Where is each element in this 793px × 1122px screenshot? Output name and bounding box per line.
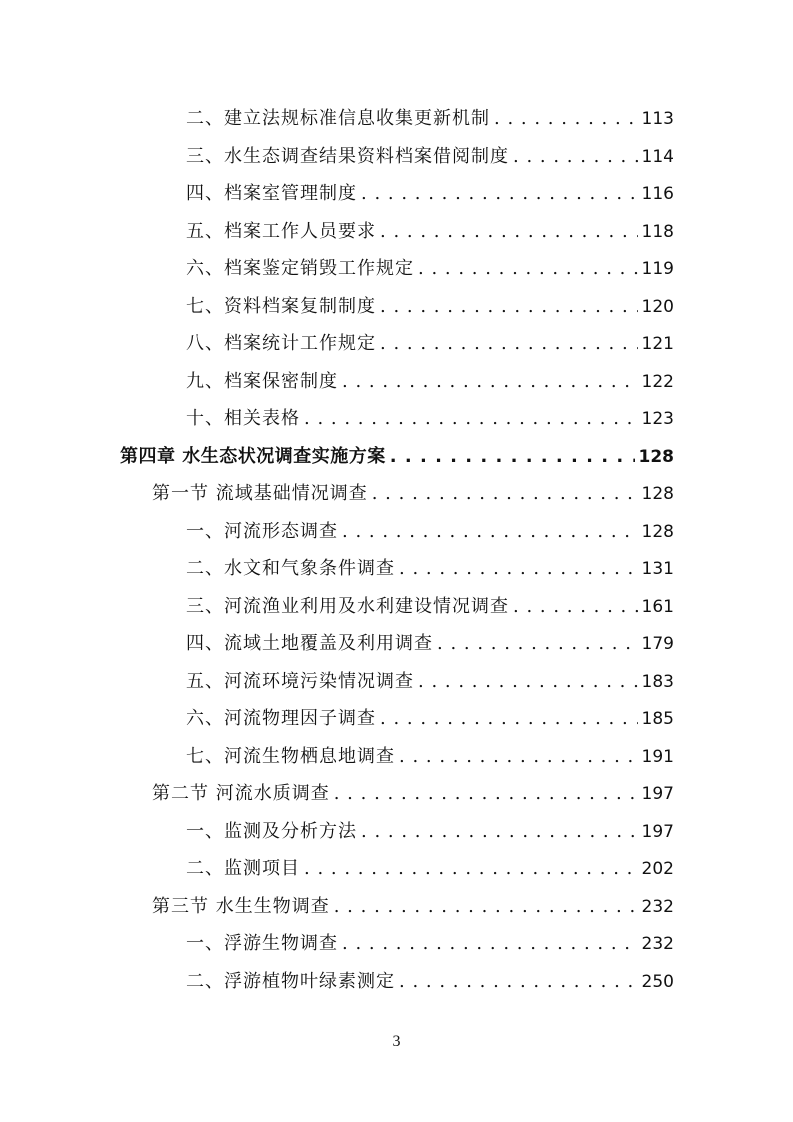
toc-section-row (152, 781, 674, 807)
toc-entry-page: 161 (641, 596, 674, 617)
toc-item-row (186, 744, 674, 770)
toc-entry-page: 179 (641, 634, 674, 654)
dot-leader (342, 369, 638, 395)
toc-entry-page: 128 (641, 484, 674, 504)
toc-entry-page: 183 (641, 671, 674, 692)
dot-leader (380, 706, 638, 732)
dot-leader (361, 819, 638, 845)
toc-item-row (186, 294, 674, 320)
toc-item-row (186, 931, 674, 957)
dot-leader (342, 519, 638, 545)
toc-entry-title: 第一节 流域基础情况调查 (152, 483, 368, 504)
toc-entry-page: 232 (641, 934, 674, 954)
toc-entry-page: 185 (641, 709, 674, 729)
toc-section-row (152, 481, 674, 507)
toc-entry-page: 114 (641, 146, 674, 167)
dot-leader (304, 406, 638, 432)
dot-leader (390, 444, 635, 470)
dot-leader (418, 669, 638, 695)
dot-leader (372, 481, 638, 507)
toc-entry-title: 一、监测及分析方法 (186, 820, 357, 842)
toc-entry-page: 113 (641, 109, 674, 129)
toc-entry-page: 232 (641, 896, 674, 917)
toc-item-row (186, 594, 674, 620)
toc-entry-title: 十、相关表格 (186, 408, 300, 429)
toc-entry-page: 131 (641, 559, 674, 579)
toc-item-row (186, 331, 674, 357)
dot-leader (380, 294, 638, 320)
toc-entry-title: 七、资料档案复制制度 (186, 295, 376, 317)
dot-leader (380, 219, 638, 245)
toc-item-row (186, 631, 674, 657)
toc-entry-title: 一、河流形态调查 (186, 520, 338, 542)
toc-entry-title: 第二节 河流水质调查 (152, 783, 330, 804)
toc-entry-title: 二、监测项目 (186, 858, 300, 879)
toc-entry-page: 120 (641, 296, 674, 317)
toc-entry-title: 二、水文和气象条件调查 (186, 558, 395, 579)
toc-entry-title: 第四章 水生态状况调查实施方案 (120, 445, 386, 467)
dot-leader (334, 894, 638, 920)
dot-leader (399, 556, 638, 582)
toc-entry-page: 116 (641, 184, 674, 204)
toc-item-row (186, 256, 674, 282)
toc-entry-page: 250 (641, 971, 674, 992)
toc-entry-title: 四、档案室管理制度 (186, 183, 357, 204)
toc-item-row (186, 969, 674, 995)
toc-entry-title: 五、档案工作人员要求 (186, 220, 376, 242)
dot-leader (361, 181, 638, 207)
toc-item-row (186, 856, 674, 882)
dot-leader (399, 969, 638, 995)
toc-entry-title: 三、水生态调查结果资料档案借阅制度 (186, 145, 509, 167)
toc-entry-title: 七、河流生物栖息地调查 (186, 745, 395, 767)
toc-item-row (186, 219, 674, 245)
toc-item-row (186, 369, 674, 395)
toc-section-row (152, 894, 674, 920)
toc-entry-title: 第三节 水生生物调查 (152, 895, 330, 917)
toc-entry-title: 三、河流渔业利用及水利建设情况调查 (186, 595, 509, 617)
toc-item-row (186, 819, 674, 845)
toc-item-row (186, 106, 674, 132)
toc-entry-title: 六、档案鉴定销毁工作规定 (186, 258, 414, 279)
toc-item-row (186, 144, 674, 170)
toc-entry-title: 一、浮游生物调查 (186, 933, 338, 954)
toc-entry-title: 四、流域土地覆盖及利用调查 (186, 633, 433, 654)
toc-item-row (186, 706, 674, 732)
toc-entry-page: 191 (641, 746, 674, 767)
toc-entry-page: 121 (641, 334, 674, 354)
dot-leader (513, 144, 638, 170)
dot-leader (513, 594, 638, 620)
toc-entry-page: 118 (641, 221, 674, 242)
dot-leader (304, 856, 638, 882)
toc-entry-page: 123 (641, 409, 674, 429)
toc-entry-page: 119 (641, 259, 674, 279)
toc-entry-page: 128 (641, 521, 674, 542)
toc-item-row (186, 181, 674, 207)
dot-leader (334, 781, 638, 807)
toc-entry-title: 九、档案保密制度 (186, 370, 338, 392)
toc-entry-title: 二、建立法规标准信息收集更新机制 (186, 108, 490, 129)
dot-leader (342, 931, 638, 957)
dot-leader (437, 631, 638, 657)
page-number: 3 (392, 1033, 401, 1050)
toc-entry-page: 197 (641, 821, 674, 842)
dot-leader (494, 106, 638, 132)
toc-item-row (186, 669, 674, 695)
toc-entry-title: 五、河流环境污染情况调查 (186, 670, 414, 692)
toc-item-row (186, 556, 674, 582)
dot-leader (418, 256, 638, 282)
toc-entry-page: 122 (641, 371, 674, 392)
dot-leader (399, 744, 638, 770)
toc-chapter-row (120, 444, 674, 470)
toc-entry-page: 197 (641, 784, 674, 804)
toc-item-row (186, 406, 674, 432)
toc-entry-title: 二、浮游植物叶绿素测定 (186, 970, 395, 992)
toc-entry-title: 八、档案统计工作规定 (186, 333, 376, 354)
toc-entry-page: 202 (641, 859, 674, 879)
toc-entry-page: 128 (638, 446, 674, 467)
toc-item-row (186, 519, 674, 545)
toc-entry-title: 六、河流物理因子调查 (186, 708, 376, 729)
dot-leader (380, 331, 638, 357)
